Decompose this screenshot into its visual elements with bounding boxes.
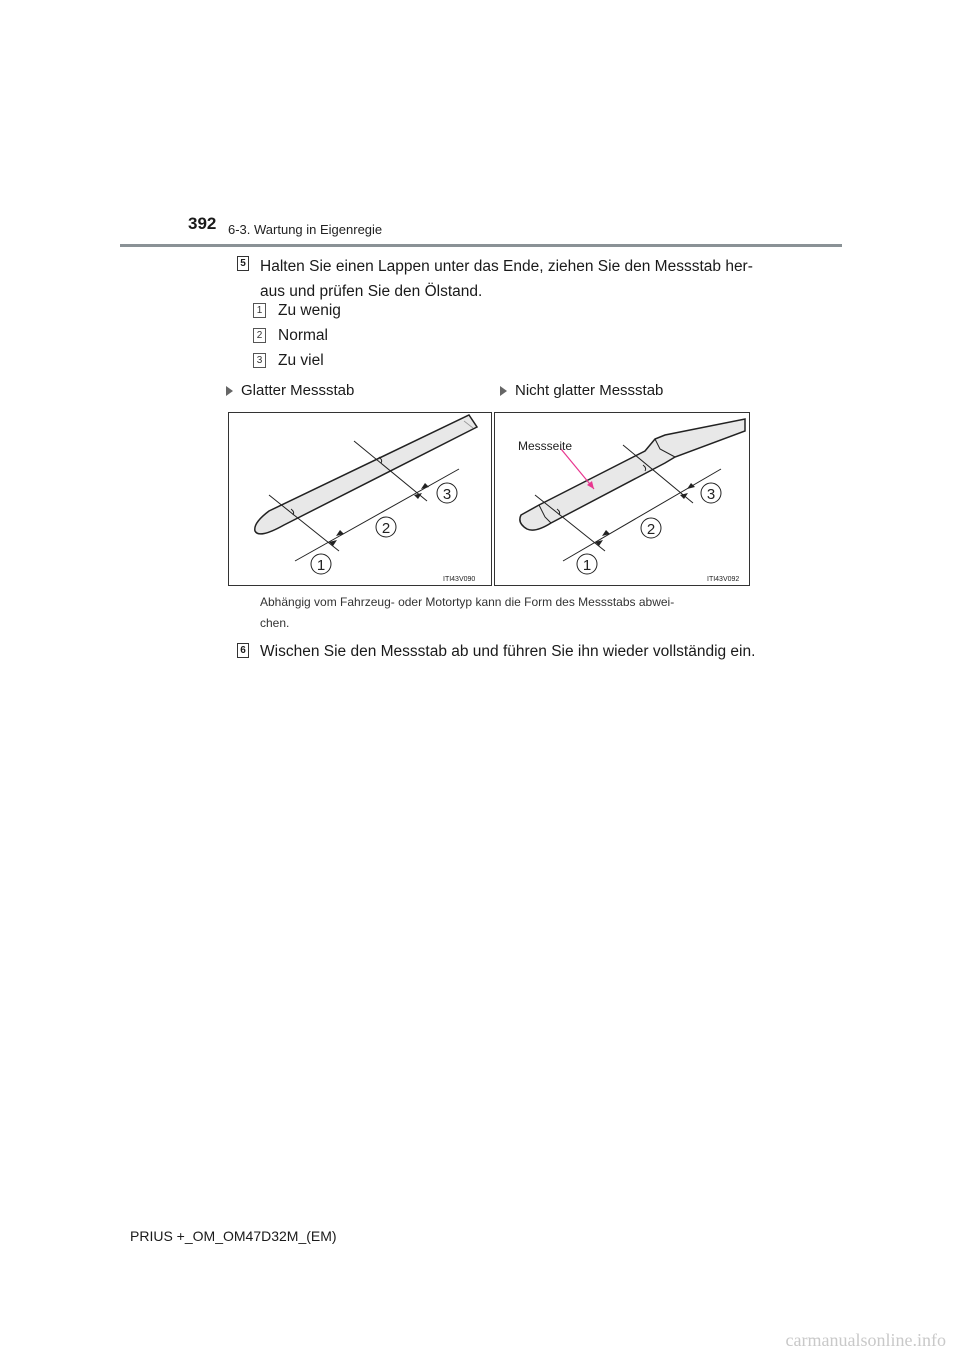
bullet-triangle-icon [226,386,233,396]
figure-caption [260,592,743,634]
callout-line [561,449,594,489]
header-divider [120,244,842,247]
arrowhead-icon [336,530,344,536]
caption-line: chen. [260,616,290,630]
marker-2 [376,517,396,537]
figure-code: ITI43V092 [707,576,740,583]
step-text-line: aus und prüfen Sie den Ölstand. [260,283,483,300]
dimension-line [295,469,459,561]
caption-line: Abhängig vom Fahrzeug- oder Motortyp kann die Form des Messstabs abwei- [260,595,675,609]
step-text: Wischen Sie den Messstab ab und führen Sie ihn wieder vollständig ein. [260,643,756,660]
figure-title-notsmooth: Nicht glatter Messstab [500,382,663,399]
bullet-triangle-icon [500,386,507,396]
item-label: Zu wenig [278,302,341,319]
figure-code: ITI43V090 [443,576,476,583]
item-label: Zu viel [278,352,324,369]
dipstick-illustration [229,413,491,585]
item-number-box: 1 [253,303,266,318]
svg-text:3: 3 [442,486,452,503]
step-number-box: 6 [237,643,249,658]
step-text [260,254,760,304]
watermark: carmanualsonline.info [785,1330,946,1350]
step-number-box: 5 [237,256,249,271]
arrowhead-icon [595,540,603,546]
figure-title-smooth: Glatter Messstab [226,382,354,399]
marker-1 [577,554,597,574]
svg-text:1: 1 [582,557,592,574]
svg-text:2: 2 [381,520,391,537]
dipstick-illustration [495,413,749,585]
arrowhead-icon [602,530,610,536]
svg-text:1: 1 [316,557,326,574]
step-text-line: Halten Sie einen Lappen unter das Ende, ziehen Sie den Messstab her- [260,258,753,275]
marker-1 [311,554,331,574]
callout-label: Messseite [518,439,573,453]
item-number-box: 2 [253,328,266,343]
svg-text:3: 3 [706,486,716,503]
item-number-box: 3 [253,353,266,368]
arrowhead-icon [687,483,695,489]
svg-text:2: 2 [646,521,656,538]
dipstick-shape [255,415,477,534]
marker-3 [437,483,457,503]
marker-3 [701,483,721,503]
item-label: Normal [278,327,328,344]
figure-smooth-dipstick [228,412,492,586]
page-number: 392 [188,214,217,233]
document-footer: PRIUS +_OM_OM47D32M_(EM) [130,1228,337,1244]
section-title: 6-3. Wartung in Eigenregie [228,222,383,237]
figure-notsmooth-dipstick [494,412,750,586]
marker-2 [641,518,661,538]
